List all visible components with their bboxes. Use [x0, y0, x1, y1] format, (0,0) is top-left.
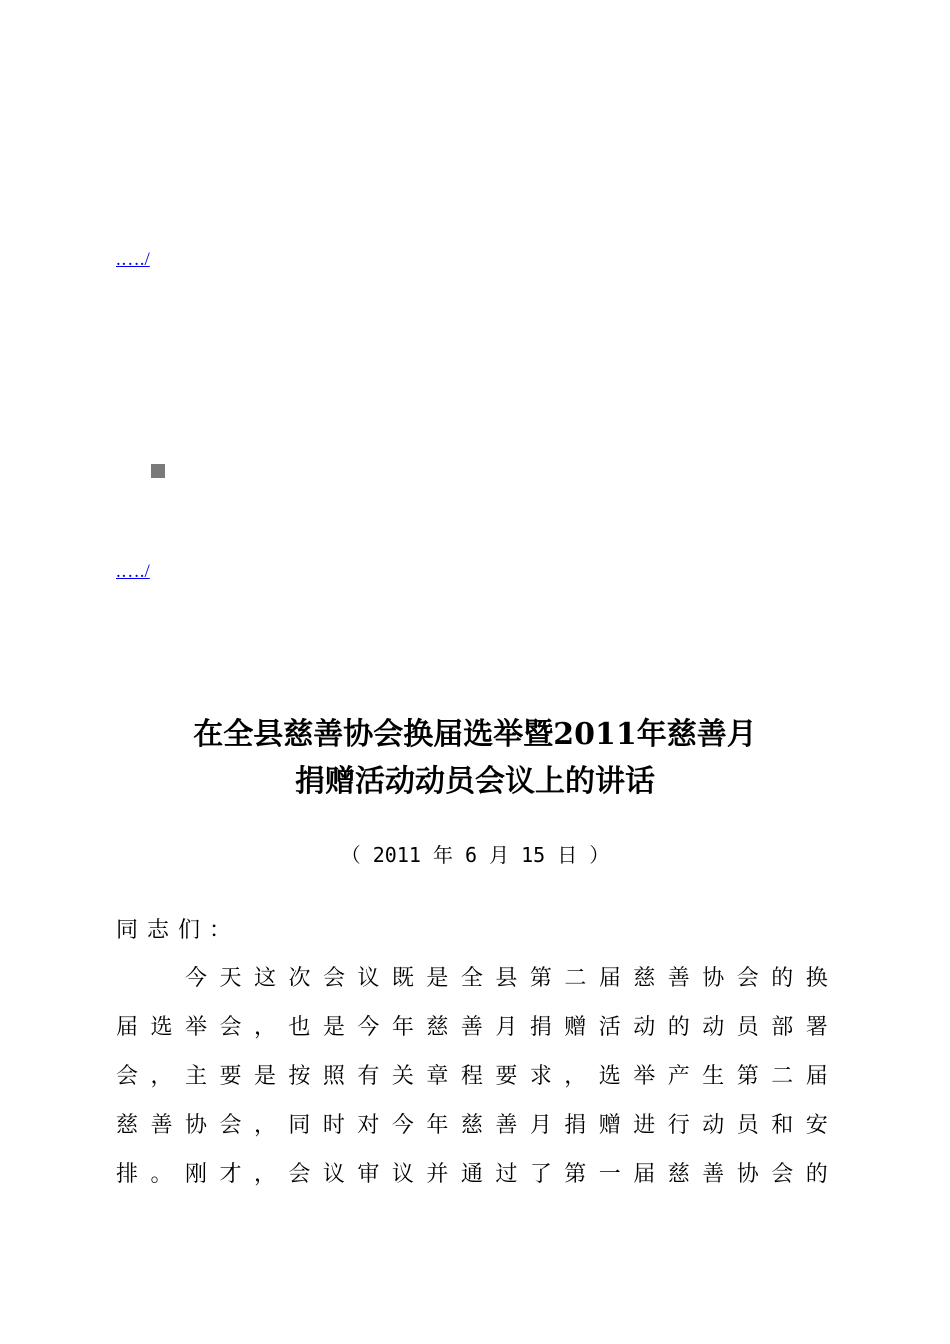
body-char: 议: [322, 1162, 345, 1187]
body-char: 和: [771, 1113, 794, 1138]
body-char: 。: [150, 1162, 173, 1187]
body-char: 员: [736, 1113, 759, 1138]
body-char: 生: [702, 1064, 725, 1089]
body-char: 会: [219, 1113, 242, 1138]
body-char: 赠: [564, 1015, 587, 1040]
body-char: 今: [391, 1113, 414, 1138]
body-char: 同: [288, 1113, 311, 1138]
body-char: 关: [391, 1064, 414, 1089]
body-char: 是: [253, 1064, 276, 1089]
body-char: 第: [529, 966, 552, 991]
body-char: 才: [219, 1162, 242, 1187]
body-char: 审: [357, 1162, 380, 1187]
body-char: 善: [702, 1162, 725, 1187]
link-bottom[interactable]: .…./: [116, 561, 150, 582]
body-char: 善: [667, 966, 690, 991]
body-char: 今: [357, 1015, 380, 1040]
speech-date: （ 2011 年 6 月 15 日 ）: [340, 843, 610, 867]
body-char: 次: [288, 966, 311, 991]
body-char: 协: [736, 1162, 759, 1187]
body-char: 通: [460, 1162, 483, 1187]
body-char: 会: [219, 1015, 242, 1040]
body-char: ，: [253, 1162, 276, 1187]
link-top[interactable]: .…./: [116, 249, 150, 270]
body-char: 赠: [598, 1113, 621, 1138]
body-char: 协: [702, 966, 725, 991]
body-char: 会: [288, 1162, 311, 1187]
body-char: ，: [253, 1113, 276, 1138]
body-char: 届: [116, 1015, 139, 1040]
body-char: 届: [805, 1064, 828, 1089]
body-char: 天: [219, 966, 242, 991]
body-char: 排: [116, 1162, 139, 1187]
body-char: 年: [391, 1015, 414, 1040]
body-char: 部: [771, 1015, 794, 1040]
body-char: 动: [633, 1015, 656, 1040]
body-char: 时: [322, 1113, 345, 1138]
body-line: [185, 966, 828, 992]
body-char: ，: [564, 1064, 587, 1089]
body-char: 求: [529, 1064, 552, 1089]
body-char: 二: [771, 1064, 794, 1089]
body-char: 会: [322, 966, 345, 991]
body-char: 月: [529, 1113, 552, 1138]
body-char: 的: [771, 966, 794, 991]
body-char: 的: [667, 1015, 690, 1040]
body-char: 议: [357, 966, 380, 991]
body-char: 了: [529, 1162, 552, 1187]
body-char: 并: [426, 1162, 449, 1187]
body-char: 捐: [564, 1113, 587, 1138]
body-char: 署: [805, 1015, 828, 1040]
body-char: 活: [598, 1015, 621, 1040]
body-char: 这: [253, 966, 276, 991]
body-char: 会: [116, 1064, 139, 1089]
body-char: 第: [736, 1064, 759, 1089]
body-char: 进: [633, 1113, 656, 1138]
body-line: [116, 1113, 828, 1139]
body-char: 善: [495, 1113, 518, 1138]
body-char: 动: [702, 1113, 725, 1138]
body-char: 过: [495, 1162, 518, 1187]
body-line: [116, 1162, 828, 1188]
body-char: 全: [460, 966, 483, 991]
body-char: 也: [288, 1015, 311, 1040]
body-char: 是: [426, 966, 449, 991]
body-char: 举: [184, 1015, 207, 1040]
body-char: 善: [150, 1113, 173, 1138]
body-char: 慈: [633, 966, 656, 991]
body-char: 议: [391, 1162, 414, 1187]
body-char: 慈: [426, 1015, 449, 1040]
body-char: 既: [391, 966, 414, 991]
body-line: [116, 1064, 828, 1090]
body-char: 慈: [460, 1113, 483, 1138]
body-char: 刚: [184, 1162, 207, 1187]
body-char: 选: [598, 1064, 621, 1089]
body-char: 产: [667, 1064, 690, 1089]
body-char: 届: [633, 1162, 656, 1187]
body-char: 善: [460, 1015, 483, 1040]
body-char: 是: [322, 1015, 345, 1040]
body-char: ，: [253, 1015, 276, 1040]
body-char: 动: [702, 1015, 725, 1040]
body-char: 第: [564, 1162, 587, 1187]
body-char: 会: [736, 966, 759, 991]
body-char: 月: [495, 1015, 518, 1040]
body-char: 会: [771, 1162, 794, 1187]
square-icon: [151, 464, 165, 478]
body-char: 协: [184, 1113, 207, 1138]
body-char: 年: [426, 1113, 449, 1138]
body-char: 选: [150, 1015, 173, 1040]
body-char: 要: [219, 1064, 242, 1089]
body-char: 慈: [116, 1113, 139, 1138]
body-char: 行: [667, 1113, 690, 1138]
body-char: 主: [184, 1064, 207, 1089]
salutation: 同志们：: [116, 918, 241, 943]
body-char: 一: [598, 1162, 621, 1187]
body-char: 对: [357, 1113, 380, 1138]
body-char: 员: [736, 1015, 759, 1040]
body-char: 安: [805, 1113, 828, 1138]
body-char: ，: [150, 1064, 173, 1089]
body-char: 按: [288, 1064, 311, 1089]
body-char: 捐: [529, 1015, 552, 1040]
body-char: 二: [564, 966, 587, 991]
body-char: 届: [598, 966, 621, 991]
body-char: 县: [495, 966, 518, 991]
body-char: 程: [460, 1064, 483, 1089]
body-char: 要: [495, 1064, 518, 1089]
body-char: 的: [805, 1162, 828, 1187]
document-title-line2: 捐赠活动动员会议上的讲话: [295, 764, 655, 799]
body-char: 换: [805, 966, 828, 991]
body-char: 照: [322, 1064, 345, 1089]
body-char: 有: [357, 1064, 380, 1089]
body-char: 章: [426, 1064, 449, 1089]
body-line: [116, 1015, 828, 1041]
body-char: 今: [185, 966, 208, 991]
body-char: 举: [633, 1064, 656, 1089]
body-char: 慈: [667, 1162, 690, 1187]
document-title-line1: 在全县慈善协会换届选举暨2011年慈善月: [193, 717, 757, 752]
